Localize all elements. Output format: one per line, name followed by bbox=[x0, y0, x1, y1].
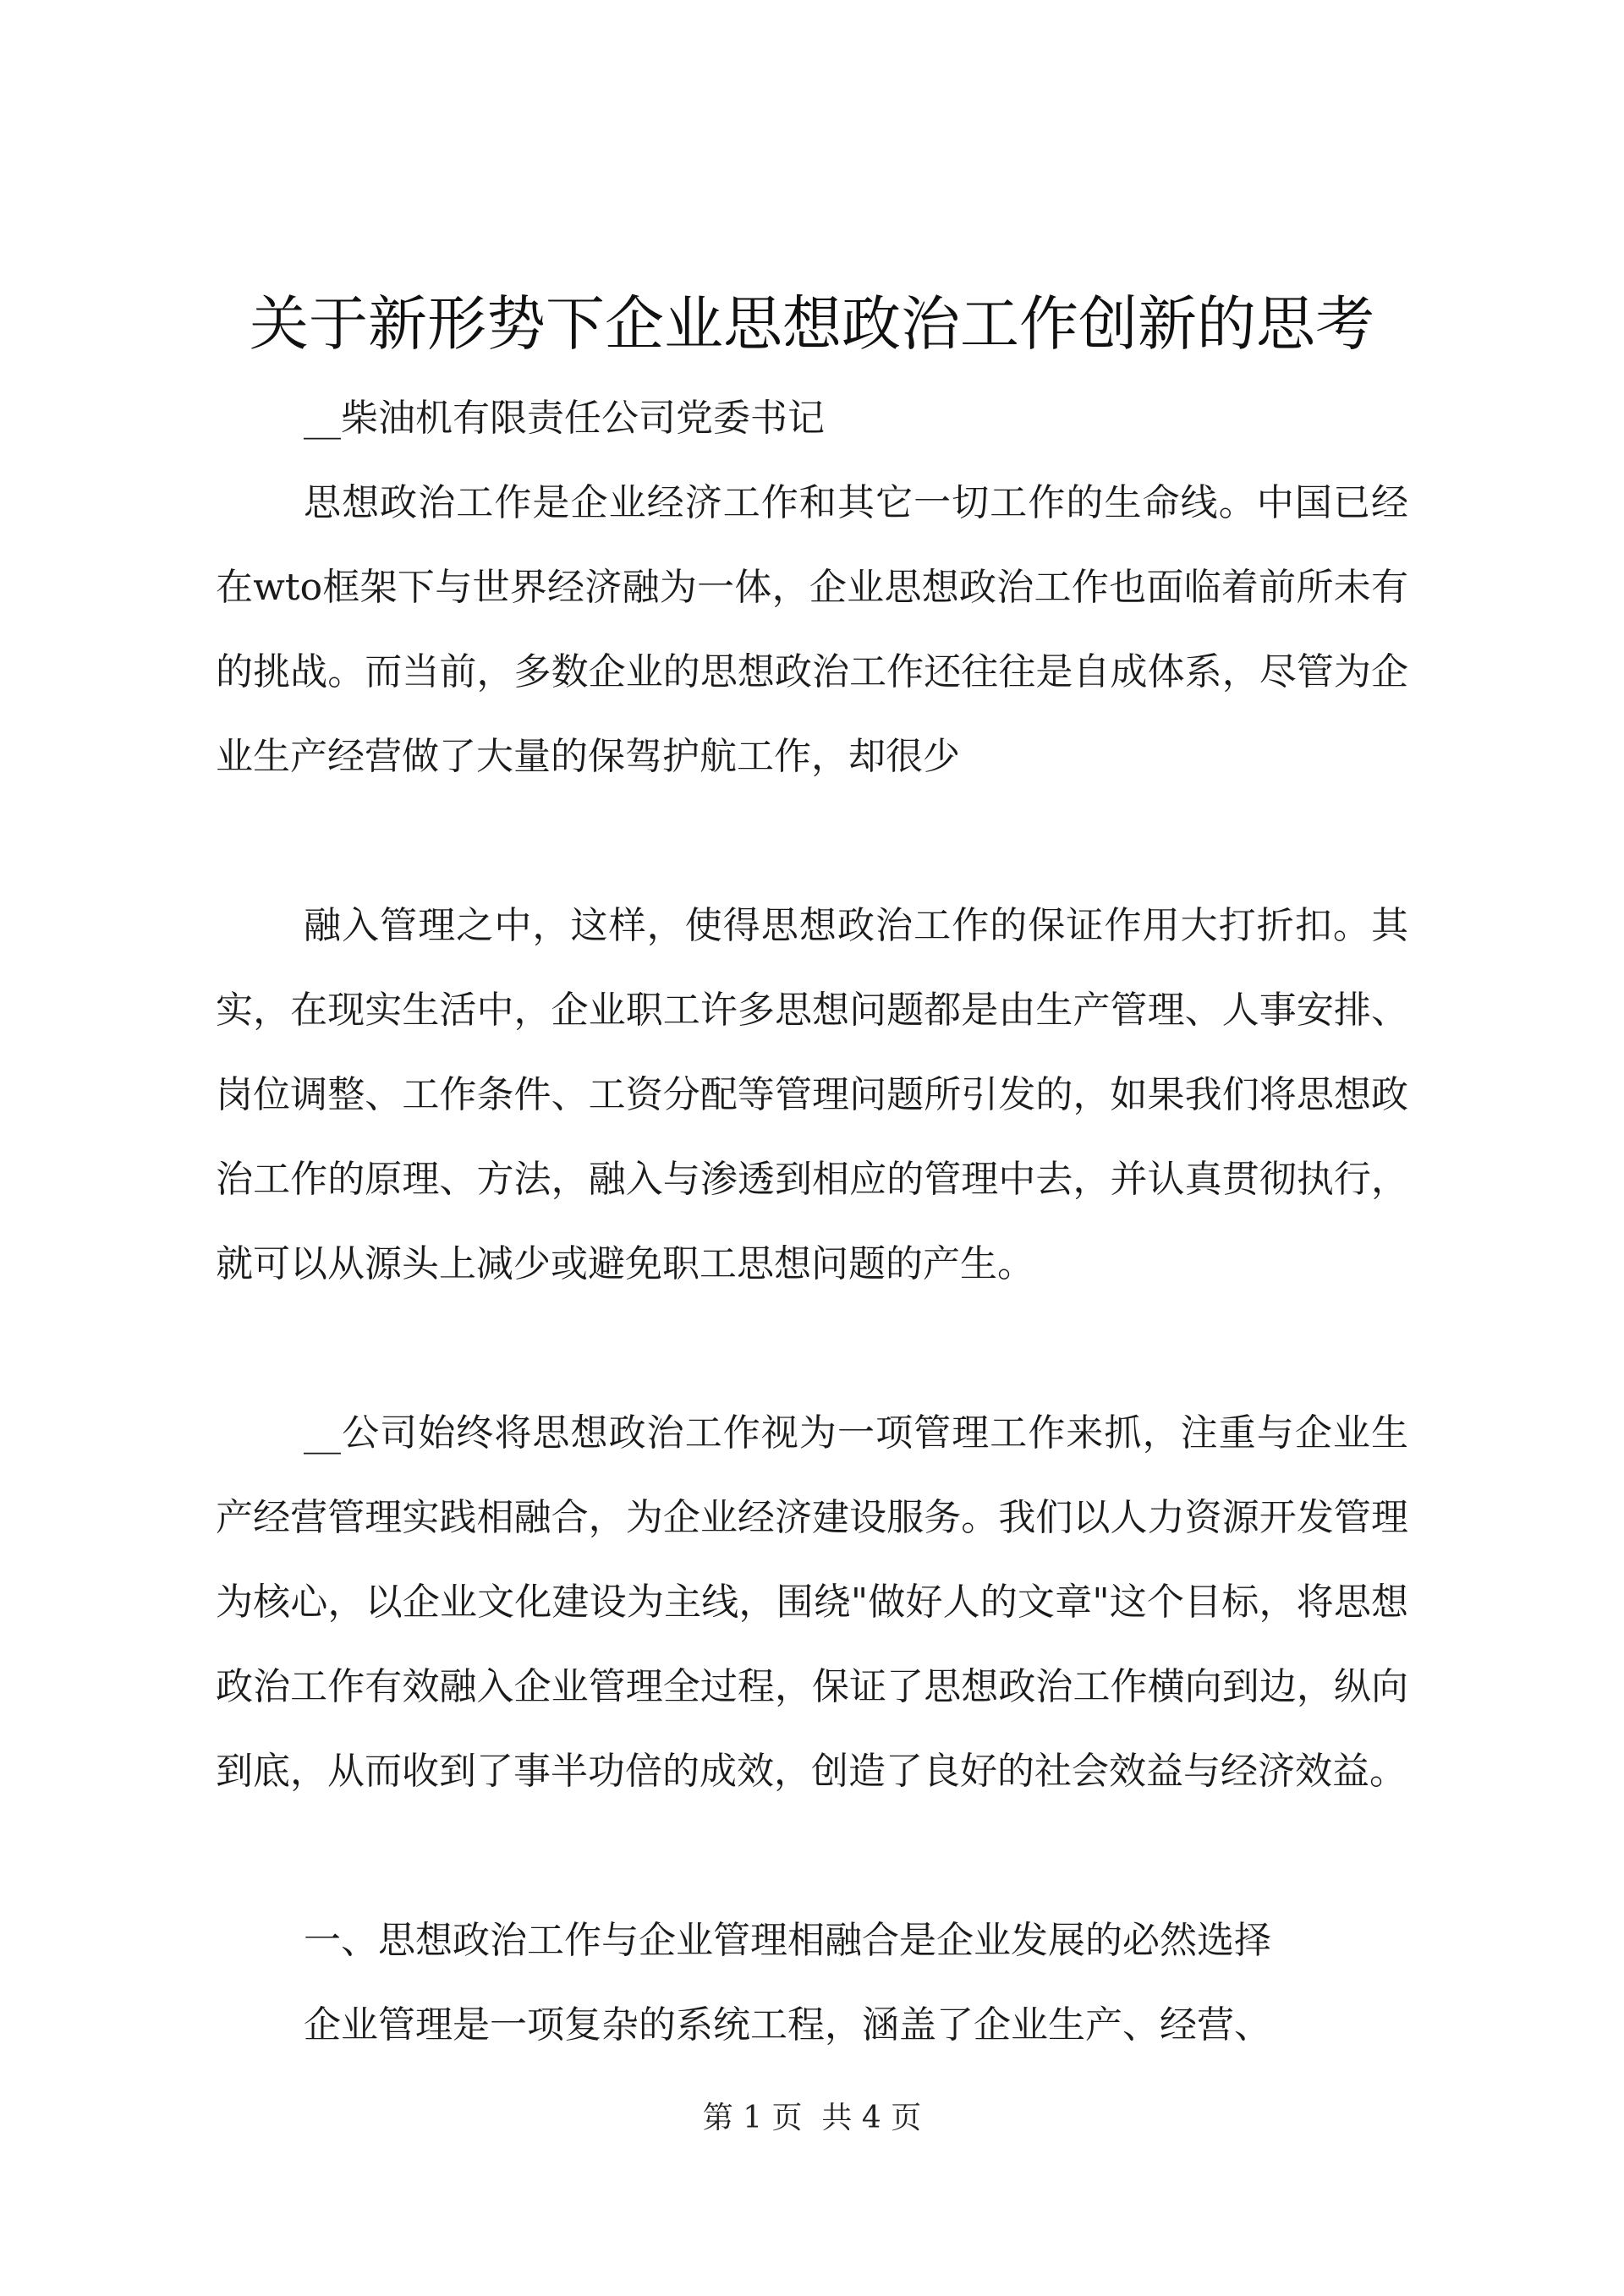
paragraph-2: 融入管理之中，这样，使得思想政治工作的保证作用大打折扣。其实，在现实生活中，企业职工许多思想问题都是由生产管理、人事安排、岗位调整、工作条件、工资分配等管理问题所引发的，如果我们将思想政治工作的原理、方法，融入与渗透到相应的管理中去，并认真贯彻执行，就可以从源头上减少或避免职工思想问题的产生。 bbox=[216, 904, 1408, 1285]
page-number: 第 1 页 共 4 页 bbox=[702, 2101, 922, 2135]
paragraph-3: __公司始终将思想政治工作视为一项管理工作来抓，注重与企业生产经营管理实践相融合，为企业经济建设服务。我们以人力资源开发管理为核心，以企业文化建设为主线，围绕"做好人的文章"这个目标，将思想政治工作有效融入企业管理全过程，保证了思想政治工作横向到边，纵向到底，从而收到了事半功倍的成效，创造了良好的社会效益与经济效益。 bbox=[216, 1411, 1408, 1793]
page-footer bbox=[0, 2093, 1624, 2144]
author-line: __柴油机有限责任公司党委书记 bbox=[304, 397, 825, 440]
section-heading-1: 一、思想政治工作与企业管理相融合是企业发展的必然选择 bbox=[304, 1919, 1271, 1962]
document-title: 关于新形势下企业思想政治工作创新的思考 bbox=[250, 289, 1374, 359]
paragraph-4: 企业管理是一项复杂的系统工程，涵盖了企业生产、经营、 bbox=[304, 2003, 1271, 2047]
paragraph-1: 思想政治工作是企业经济工作和其它一切工作的生命线。中国已经在wto框架下与世界经济融为一体，企业思想政治工作也面临着前所未有的挑战。而当前，多数企业的思想政治工作还往往是自成体系，尽管为企业生产经营做了大量的保驾护航工作，却很少 bbox=[216, 481, 1408, 778]
